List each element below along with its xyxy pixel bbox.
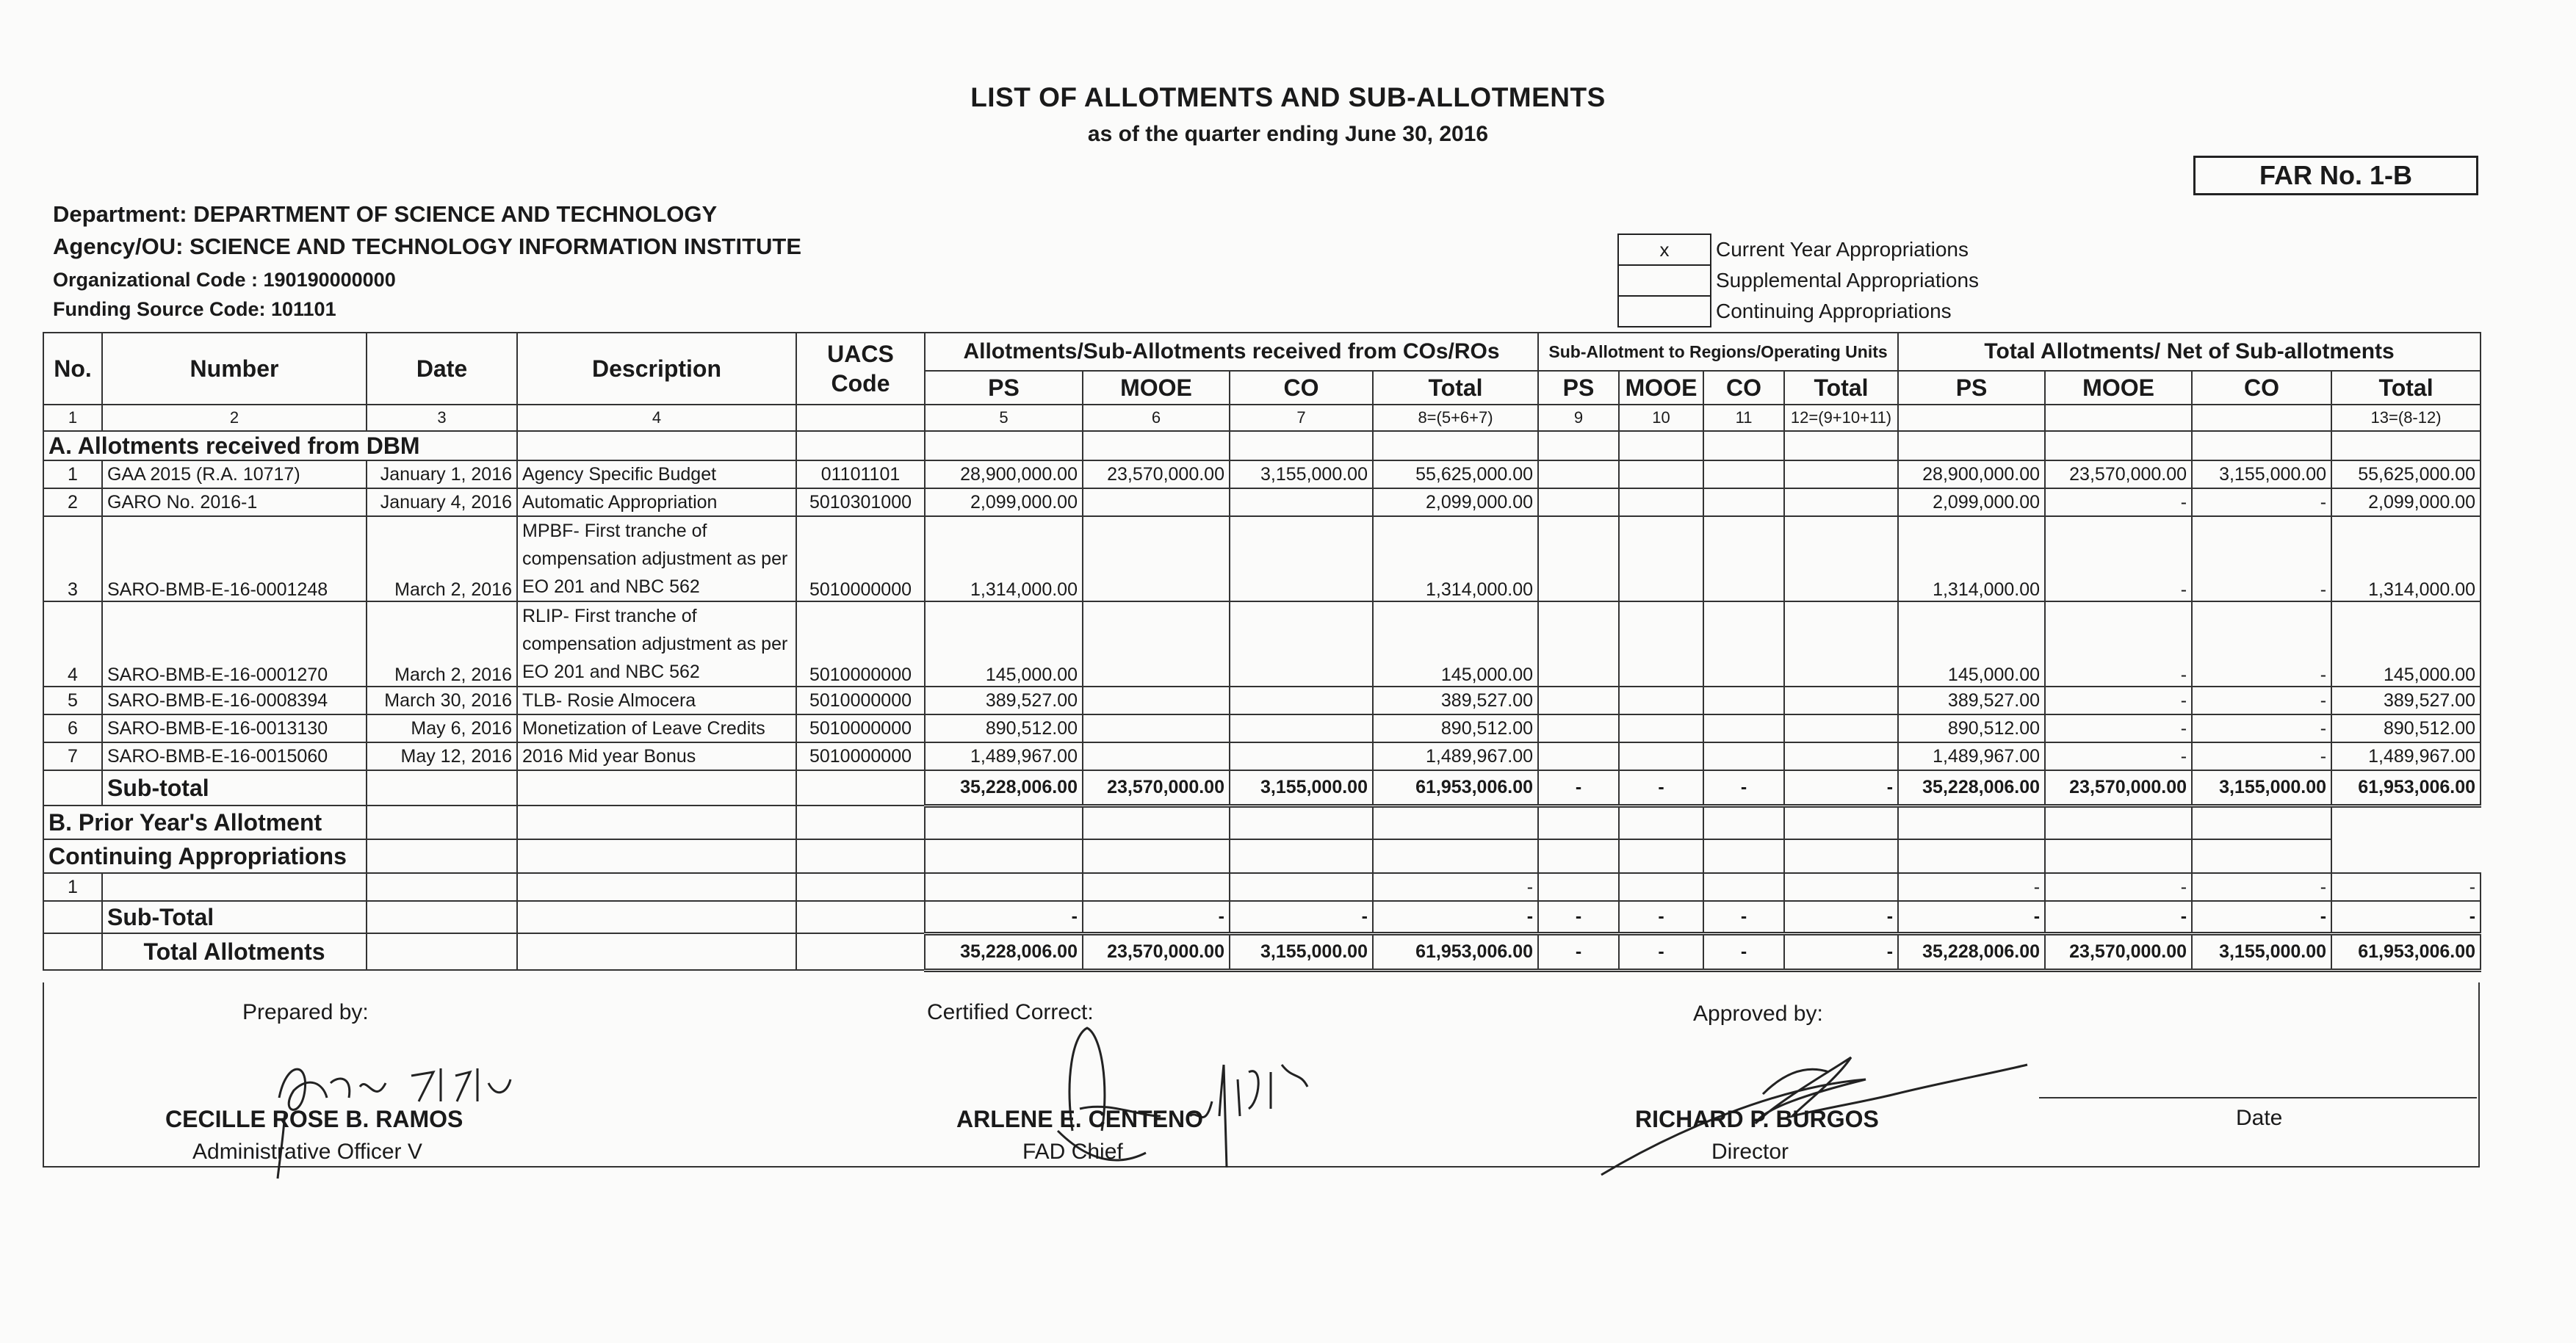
index-cell: 7 [1230,405,1373,431]
prepared-by-title: Administrative Officer V [192,1140,422,1164]
subtotal-total-co: - [2192,901,2331,933]
section-a-heading: A. Allotments received from DBM [43,431,517,460]
row-total-co: - [2192,714,2331,742]
row-description: 2016 Mid year Bonus [517,742,796,770]
subtotal-total-ps: 35,228,006.00 [1898,770,2045,806]
col-uacs [796,333,925,405]
row-total-ps: 28,900,000.00 [1898,460,2045,488]
subtotal-sub-mooe: - [1619,901,1703,933]
grand-total-row [43,933,2481,970]
subtotal-total-co: 3,155,000.00 [2192,770,2331,806]
index-cell: 3 [367,405,517,431]
row-ps: 1,489,967.00 [925,742,1083,770]
row-number: GARO No. 2016-1 [102,488,367,516]
col-co: CO [2192,371,2331,405]
row-ps: 1,314,000.00 [925,516,1083,601]
row-number: GAA 2015 (R.A. 10717) [102,460,367,488]
grand-total-co: 3,155,000.00 [1230,933,1373,970]
row-number: SARO-BMB-E-16-0001248 [102,516,367,601]
row-total-mooe: - [2045,687,2192,714]
row-mooe [1083,488,1230,516]
row-ps: 389,527.00 [925,687,1083,714]
subtotal-sub-ps: - [1538,901,1619,933]
subtotal-co: - [1230,901,1373,933]
page-title: LIST OF ALLOTMENTS AND SUB-ALLOTMENTS [970,82,1606,112]
row-total-total: 2,099,000.00 [2331,488,2481,516]
index-cell: 8=(5+6+7) [1373,405,1538,431]
subtotal-co: 3,155,000.00 [1230,770,1373,806]
row-total-total: 1,489,967.00 [2331,742,2481,770]
row-total-total: 145,000.00 [2331,601,2481,687]
row-total-total: 389,527.00 [2331,687,2481,714]
row-mooe [1083,687,1230,714]
col-total: Total [2331,371,2481,405]
row-no: 3 [43,516,102,601]
subtotal-mooe: - [1083,901,1230,933]
grand-total-total-ps: 35,228,006.00 [1898,933,2045,970]
table-row [43,488,2481,516]
col-mooe: MOOE [1083,371,1230,405]
row-date: May 12, 2016 [367,742,517,770]
funding-source-line: Funding Source Code: 101101 [53,298,336,320]
col-description: Description [517,333,796,405]
row-no: 2 [43,488,102,516]
row-no: 5 [43,687,102,714]
row-description: RLIP- First tranche of compensation adjustment as per EO 201 and NBC 562 [517,601,796,687]
row-co [1230,687,1373,714]
row-no: 1 [43,873,102,901]
col-mooe: MOOE [2045,371,2192,405]
row-mooe: 23,570,000.00 [1083,460,1230,488]
index-cell [1898,405,2045,431]
col-date: Date [367,333,517,405]
row-total-mooe: - [2045,601,2192,687]
row-ps: 2,099,000.00 [925,488,1083,516]
allotments-table [43,332,2481,972]
grand-total-sub-mooe: - [1619,933,1703,970]
grand-total-sub-ps: - [1538,933,1619,970]
row-total-ps: 1,314,000.00 [1898,516,2045,601]
row-total: 55,625,000.00 [1373,460,1538,488]
row-total-ps: 890,512.00 [1898,714,2045,742]
grand-total-label: Total Allotments [102,933,367,970]
subtotal-ps: - [925,901,1083,933]
index-cell [2045,405,2192,431]
subtotal-sub-total: - [1784,770,1898,806]
row-total-mooe: - [2045,516,2192,601]
appropriation-label: Supplemental Appropriations [1716,269,1980,292]
appropriation-option [1618,296,1984,327]
col-co: CO [1230,371,1373,405]
grand-total-sub-co: - [1703,933,1784,970]
row-total: 1,489,967.00 [1373,742,1538,770]
subtotal-total-mooe: 23,570,000.00 [2045,770,2192,806]
row-total-total: - [2331,873,2481,901]
row-total-co: - [2192,873,2331,901]
appropriation-label: Current Year Appropriations [1716,238,1969,261]
row-ps: 28,900,000.00 [925,460,1083,488]
column-index-row [43,405,2481,431]
row-total-mooe: - [2045,742,2192,770]
col-number: Number [102,333,367,405]
row-total-co: 3,155,000.00 [2192,460,2331,488]
row-total-co: - [2192,742,2331,770]
index-cell: 6 [1083,405,1230,431]
index-cell: 5 [925,405,1083,431]
row-no: 4 [43,601,102,687]
row-uacs: 5010000000 [796,516,925,601]
row-mooe [1083,601,1230,687]
section-b-heading: B. Prior Year's Allotment [43,806,367,839]
date-line [2039,1097,2477,1098]
index-cell: 11 [1703,405,1784,431]
row-co: 3,155,000.00 [1230,460,1373,488]
row-total-ps: 1,489,967.00 [1898,742,2045,770]
group-total-allotments: Total Allotments/ Net of Sub-allotments [1898,333,2481,371]
row-description: Automatic Appropriation [517,488,796,516]
index-cell: 1 [43,405,102,431]
index-cell: 13=(8-12) [2331,405,2481,431]
index-cell [2192,405,2331,431]
row-description: Agency Specific Budget [517,460,796,488]
department-line: Department: DEPARTMENT OF SCIENCE AND TECHNOLOGY [53,201,718,227]
grand-total-total-total: 61,953,006.00 [2331,933,2481,970]
col-uacs-line2: Code [831,370,890,397]
row-co [1230,488,1373,516]
row-total-mooe: - [2045,873,2192,901]
col-ps: PS [1538,371,1619,405]
subtotal-sub-co: - [1703,901,1784,933]
row-co [1230,742,1373,770]
agency-line: Agency/OU: SCIENCE AND TECHNOLOGY INFORMATION INSTITUTE [53,234,802,259]
row-number: SARO-BMB-E-16-0013130 [102,714,367,742]
row-total: 2,099,000.00 [1373,488,1538,516]
row-date: March 2, 2016 [367,516,517,601]
row-total-co: - [2192,488,2331,516]
header-row [43,333,2481,371]
approved-by-label: Approved by: [1693,1002,1823,1026]
row-total-total: 890,512.00 [2331,714,2481,742]
index-cell [796,405,925,431]
page-subtitle: as of the quarter ending June 30, 2016 [1087,122,1489,146]
index-cell: 9 [1538,405,1619,431]
row-no: 6 [43,714,102,742]
row-total-mooe: - [2045,714,2192,742]
row-total-co: - [2192,516,2331,601]
grand-total-total-mooe: 23,570,000.00 [2045,933,2192,970]
row-uacs: 01101101 [796,460,925,488]
subtotal-sub-co: - [1703,770,1784,806]
table-row [43,516,2481,601]
subtotal-total-ps: - [1898,901,2045,933]
row-co [1230,516,1373,601]
table-row [43,687,2481,714]
row-total: - [1373,873,1538,901]
form-number-box: FAR No. 1-B [2193,156,2478,195]
row-description: Monetization of Leave Credits [517,714,796,742]
index-cell: 10 [1619,405,1703,431]
approved-by-name: RICHARD P. BURGOS [1635,1106,1879,1132]
index-cell: 2 [102,405,367,431]
grand-total-total: 61,953,006.00 [1373,933,1538,970]
subtotal-total: 61,953,006.00 [1373,770,1538,806]
row-total-mooe: - [2045,488,2192,516]
row-no: 1 [43,460,102,488]
subtotal-mooe: 23,570,000.00 [1083,770,1230,806]
index-cell: 4 [517,405,796,431]
row-total-co: - [2192,601,2331,687]
row-uacs: 5010000000 [796,687,925,714]
row-date: May 6, 2016 [367,714,517,742]
col-ps: PS [925,371,1083,405]
row-total-total: 1,314,000.00 [2331,516,2481,601]
subtotal-total-total: 61,953,006.00 [2331,770,2481,806]
row-co [1230,714,1373,742]
table-row [43,714,2481,742]
section-row [43,431,2481,460]
col-total: Total [1784,371,1898,405]
row-total: 145,000.00 [1373,601,1538,687]
row-date: March 30, 2016 [367,687,517,714]
index-cell: 12=(9+10+11) [1784,405,1898,431]
subtotal-ps: 35,228,006.00 [925,770,1083,806]
row-date: January 4, 2016 [367,488,517,516]
col-total: Total [1373,371,1538,405]
appropriation-option [1618,265,1984,296]
prepared-by-name: CECILLE ROSE B. RAMOS [165,1106,463,1132]
row-total-ps: 145,000.00 [1898,601,2045,687]
grand-total-total-co: 3,155,000.00 [2192,933,2331,970]
row-total-ps: 389,527.00 [1898,687,2045,714]
row-total: 389,527.00 [1373,687,1538,714]
row-total: 890,512.00 [1373,714,1538,742]
table-row [43,460,2481,488]
appropriation-type-checklist [1617,234,1985,327]
subtotal-sub-ps: - [1538,770,1619,806]
table-row [43,601,2481,687]
subtotal-total: - [1373,901,1538,933]
org-code-line: Organizational Code : 190190000000 [53,269,396,291]
table-row [43,742,2481,770]
col-uacs-line1: UACS [827,341,894,367]
section-c-heading: Continuing Appropriations [43,839,367,873]
row-description: MPBF- First tranche of compensation adjustment as per EO 201 and NBC 562 [517,516,796,601]
approved-by-title: Director [1711,1140,1789,1164]
col-mooe: MOOE [1619,371,1703,405]
prepared-by-label: Prepared by: [242,1000,369,1024]
subtotal-sub-total: - [1784,901,1898,933]
row-ps: 145,000.00 [925,601,1083,687]
row-total-ps: 2,099,000.00 [1898,488,2045,516]
row-no: 7 [43,742,102,770]
row-uacs: 5010301000 [796,488,925,516]
row-mooe [1083,516,1230,601]
subtotal-row [43,901,2481,933]
row-total-co: - [2192,687,2331,714]
col-co: CO [1703,371,1784,405]
section-row [43,806,2481,839]
appropriation-checkbox[interactable] [1618,296,1711,327]
col-no: No. [43,333,102,405]
row-uacs: 5010000000 [796,714,925,742]
col-ps: PS [1898,371,2045,405]
group-received: Allotments/Sub-Allotments received from COs/ROs [925,333,1538,371]
certified-correct-name: ARLENE E. CENTENO [956,1106,1204,1132]
row-mooe [1083,742,1230,770]
row-total-mooe: 23,570,000.00 [2045,460,2192,488]
row-description: TLB- Rosie Almocera [517,687,796,714]
date-label: Date [2236,1106,2283,1130]
subtotal-label: Sub-total [102,770,367,806]
grand-total-mooe: 23,570,000.00 [1083,933,1230,970]
subtotal-sub-mooe: - [1619,770,1703,806]
row-date: January 1, 2016 [367,460,517,488]
row-number: SARO-BMB-E-16-0008394 [102,687,367,714]
subtotal-total-total: - [2331,901,2481,933]
subtotal-row [43,770,2481,806]
appropriation-label: Continuing Appropriations [1716,300,1952,322]
subtotal-total-mooe: - [2045,901,2192,933]
appropriation-checkbox[interactable] [1618,265,1711,296]
row-date: March 2, 2016 [367,601,517,687]
certified-correct-label: Certified Correct: [927,1000,1094,1024]
appropriation-checkbox[interactable]: x [1618,234,1711,265]
row-ps: 890,512.00 [925,714,1083,742]
section-row [43,839,2481,873]
row-uacs: 5010000000 [796,601,925,687]
row-number: SARO-BMB-E-16-0015060 [102,742,367,770]
certified-correct-title: FAD Chief [1022,1140,1123,1164]
grand-total-ps: 35,228,006.00 [925,933,1083,970]
row-mooe [1083,714,1230,742]
row-total-total: 55,625,000.00 [2331,460,2481,488]
grand-total-sub-total: - [1784,933,1898,970]
row-number: SARO-BMB-E-16-0001270 [102,601,367,687]
subtotal-label: Sub-Total [102,901,367,933]
row-uacs: 5010000000 [796,742,925,770]
group-sub-allotment: Sub-Allotment to Regions/Operating Units [1538,333,1898,371]
row-total-ps: - [1898,873,2045,901]
row-total: 1,314,000.00 [1373,516,1538,601]
row-co [1230,601,1373,687]
appropriation-option [1618,234,1984,265]
table-row [43,873,2481,901]
